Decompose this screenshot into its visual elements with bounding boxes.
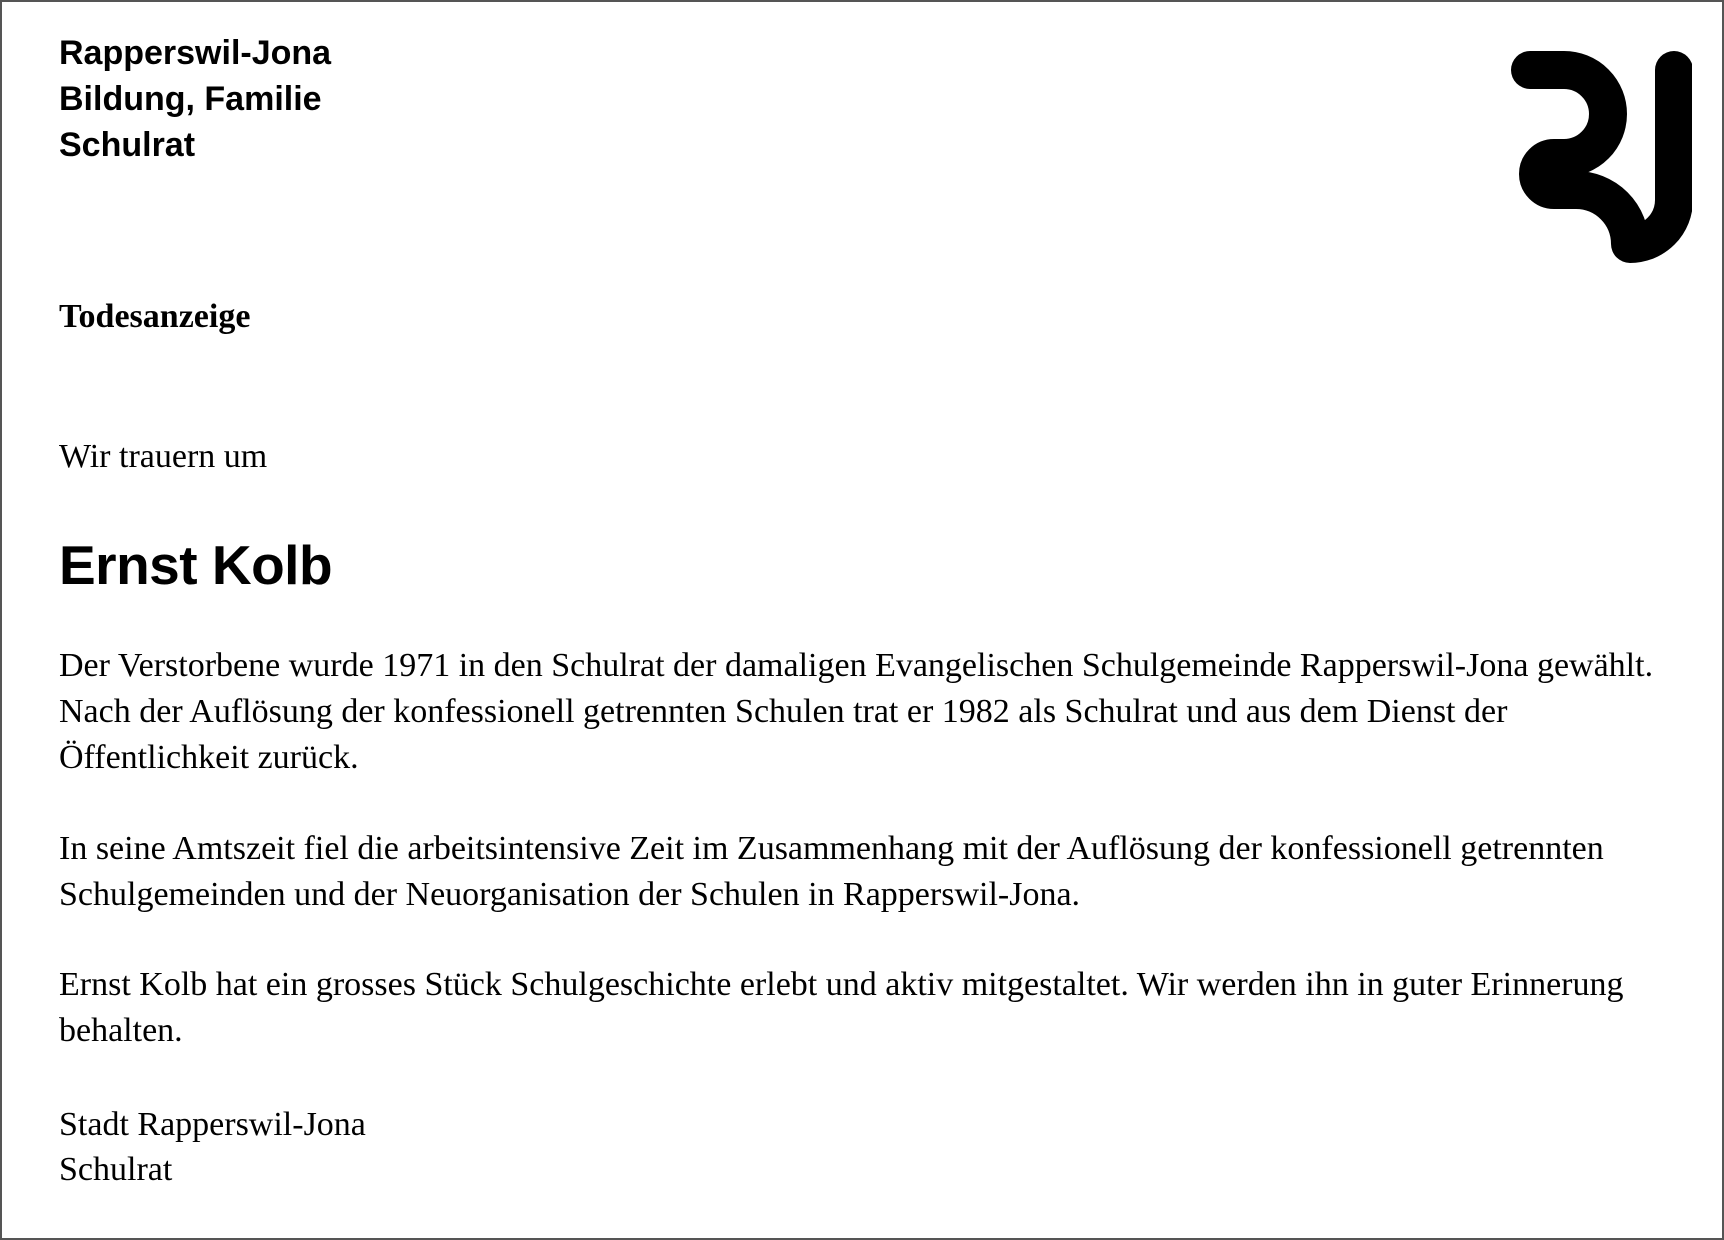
organization-header — [59, 30, 331, 168]
organization-name: Rapperswil-Jona — [59, 34, 332, 72]
tenure-paragraph: In seine Amtszeit fiel die arbeitsintensive Zeit im Zusammenhang mit der Auflösung der konfessionell getrennten Schulgemeinden und der Neuorganisation der Schulen in Rapperswil-Jona. — [59, 830, 1604, 913]
rj-logo-icon — [1502, 42, 1692, 267]
notice-type-label: Todesanzeige — [59, 298, 251, 335]
mourning-intro: Wir trauern um — [59, 438, 268, 475]
department-name: Bildung, Familie — [59, 80, 322, 118]
signoff-authority: Schulrat — [59, 1151, 173, 1188]
deceased-name: Ernst Kolb — [59, 534, 333, 596]
signoff-city: Stadt Rapperswil-Jona — [59, 1106, 366, 1143]
signoff — [59, 1102, 366, 1192]
authority-name: Schulrat — [59, 126, 196, 164]
remembrance-paragraph: Ernst Kolb hat ein grosses Stück Schulgeschichte erlebt und aktiv mitgestaltet. Wir werden ihn in guter Erinnerung behalten. — [59, 966, 1624, 1049]
biography-paragraph: Der Verstorbene wurde 1971 in den Schulrat der damaligen Evangelischen Schulgemeinde Rapperswil-Jona gewählt. Nach der Auflösung der konfessionell getrennten Schulen trat er 1982 als Schulrat und aus dem Dienst der Öffentlichkeit zurück. — [59, 647, 1654, 776]
